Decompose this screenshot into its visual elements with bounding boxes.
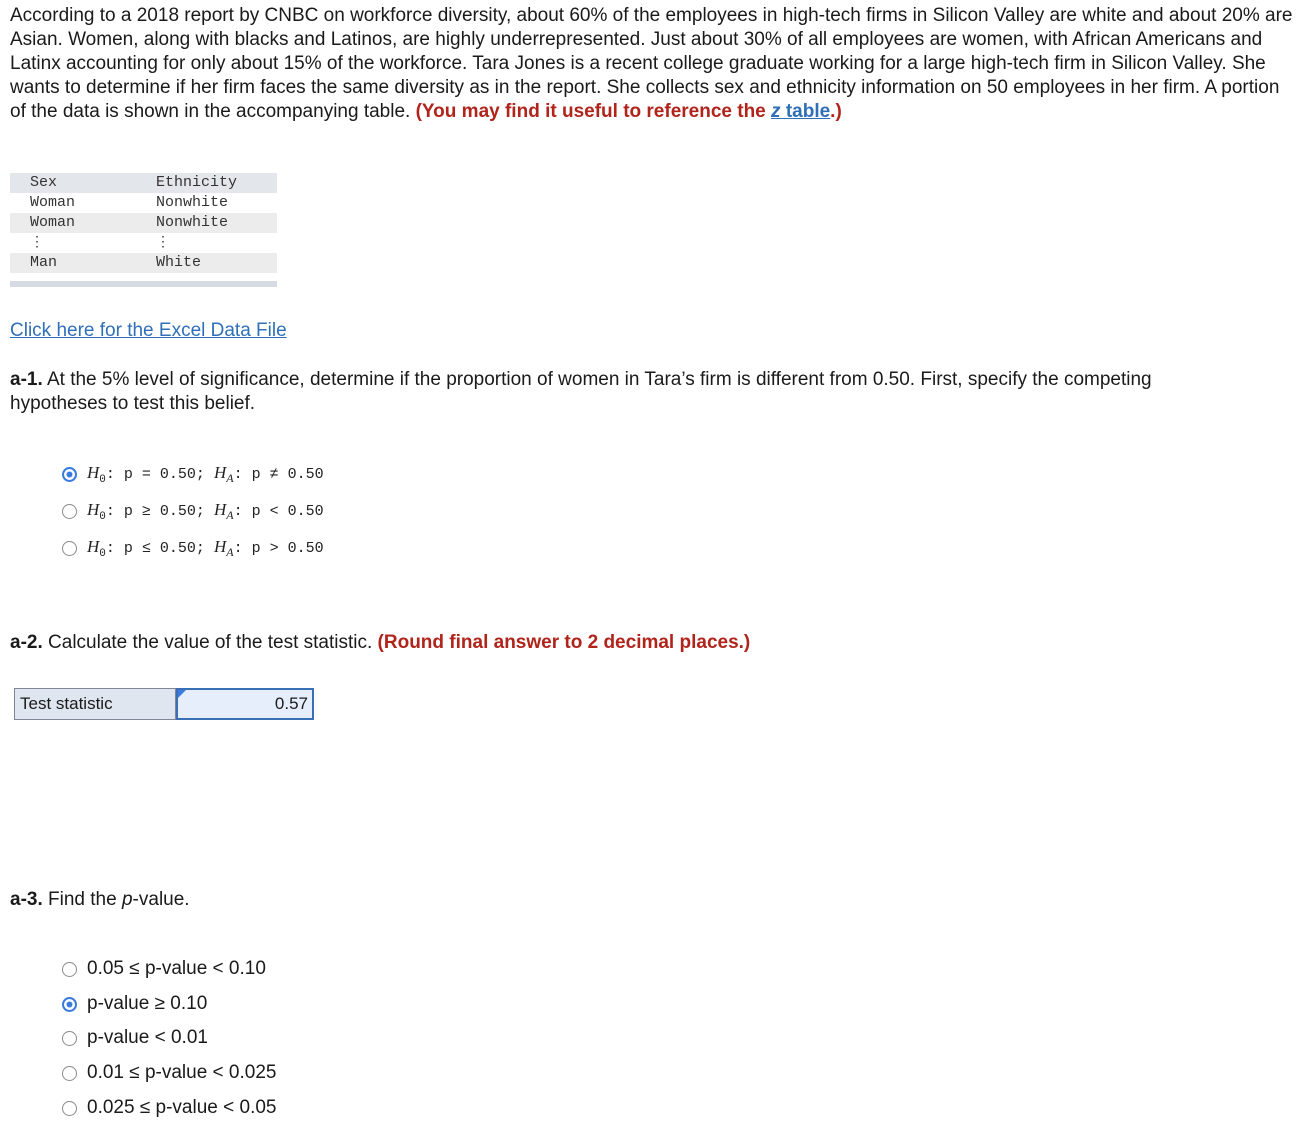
pvalue-option-text: p-value < 0.01 <box>87 1027 208 1048</box>
pvalue-option-text: 0.025 ≤ p-value < 0.05 <box>87 1097 277 1118</box>
hypothesis-option-2[interactable] <box>62 499 324 523</box>
radio-unselected[interactable] <box>62 1066 77 1081</box>
question-a1-label: a-1. <box>10 369 43 390</box>
radio-selected[interactable] <box>62 997 77 1012</box>
header-ethnicity: Ethnicity <box>156 173 277 193</box>
cell-ethnicity: White <box>156 253 277 273</box>
data-table <box>10 173 277 273</box>
hypothesis-option-3[interactable] <box>62 536 324 560</box>
radio-unselected[interactable] <box>62 962 77 977</box>
pvalue-option-1[interactable] <box>62 956 266 982</box>
test-statistic-label: Test statistic <box>14 688 176 720</box>
pvalue-option-text: 0.01 ≤ p-value < 0.025 <box>87 1062 277 1083</box>
hypothesis-text: $H_0$: p = 0.50; $H_A$: p ≠ 0.50 <box>87 462 324 486</box>
reference-note: (You may find it useful to reference the z table.) <box>415 101 842 122</box>
radio-unselected[interactable] <box>62 504 77 519</box>
pvalue-option-4[interactable] <box>62 1060 276 1086</box>
table-row <box>10 233 277 253</box>
radio-selected[interactable] <box>62 467 77 482</box>
problem-intro <box>10 4 1294 124</box>
pvalue-option-5[interactable] <box>62 1095 276 1121</box>
intro-text: According to a 2018 report by CNBC on workforce diversity, about 60% of the employees in high-tech firms in Silicon Valley are white and about 20% are Asian. Women, along with blacks and Latinos, are highly underrepresented. Just about 30% of all employees are women, with African Americans and Latinx accounting for only about 15% of the workforce. Tara Jones is a recent college graduate working for a large high-tech firm in Silicon Valley. She wants to determine if her firm faces the same diversity as in the report. She collects sex and ethnicity information on 50 employees in her firm. A portion of the data is shown in the accompanying table. <box>10 5 1293 122</box>
header-sex: Sex <box>10 173 156 193</box>
cell-ethnicity: Nonwhite <box>156 213 277 233</box>
radio-unselected[interactable] <box>62 541 77 556</box>
cell-sex: Woman <box>30 194 76 211</box>
pvalue-option-2[interactable] <box>62 991 207 1017</box>
question-a1-text: At the 5% level of significance, determine if the proportion of women in Tara’s firm is different from 0.50. First, specify the competing hypotheses to test this belief. <box>10 369 1152 414</box>
rounding-note: (Round final answer to 2 decimal places.) <box>377 632 751 653</box>
table-row <box>10 193 277 213</box>
question-a1 <box>10 368 1210 416</box>
hypothesis-text: $H_0$: p ≥ 0.50; $H_A$: p < 0.50 <box>87 499 324 523</box>
pvalue-option-3[interactable] <box>62 1025 208 1051</box>
cell-ethnicity: ⋮ <box>156 235 170 251</box>
hypothesis-text: $H_0$: p ≤ 0.50; $H_A$: p > 0.50 <box>87 536 324 560</box>
table-divider <box>10 281 277 287</box>
question-a3: a-3. Find the p-value. <box>10 889 190 910</box>
radio-unselected[interactable] <box>62 1101 77 1116</box>
radio-unselected[interactable] <box>62 1031 77 1046</box>
question-a3-label: a-3. <box>10 889 43 910</box>
question-a2-label: a-2. <box>10 632 43 653</box>
pvalue-option-text: 0.05 ≤ p-value < 0.10 <box>87 958 266 979</box>
cell-sex: Man <box>10 253 156 273</box>
cell-sex: ⋮ <box>30 235 44 251</box>
table-header-row <box>10 173 277 193</box>
question-a2 <box>10 631 1210 655</box>
test-statistic-input[interactable] <box>176 688 314 720</box>
cell-marker-icon <box>178 690 186 698</box>
hypothesis-option-1[interactable] <box>62 462 324 486</box>
table-row <box>10 213 277 233</box>
excel-data-file-link[interactable]: Click here for the Excel Data File <box>10 320 287 341</box>
test-statistic-row <box>14 688 314 720</box>
question-a2-text: Calculate the value of the test statistic. <box>48 632 373 653</box>
table-row <box>10 253 277 273</box>
cell-ethnicity: Nonwhite <box>156 194 229 211</box>
cell-sex: Woman <box>10 213 156 233</box>
test-statistic-value: 0.57 <box>274 694 308 713</box>
pvalue-option-text: p-value ≥ 0.10 <box>87 993 208 1014</box>
z-table-link[interactable]: z table <box>771 101 831 122</box>
